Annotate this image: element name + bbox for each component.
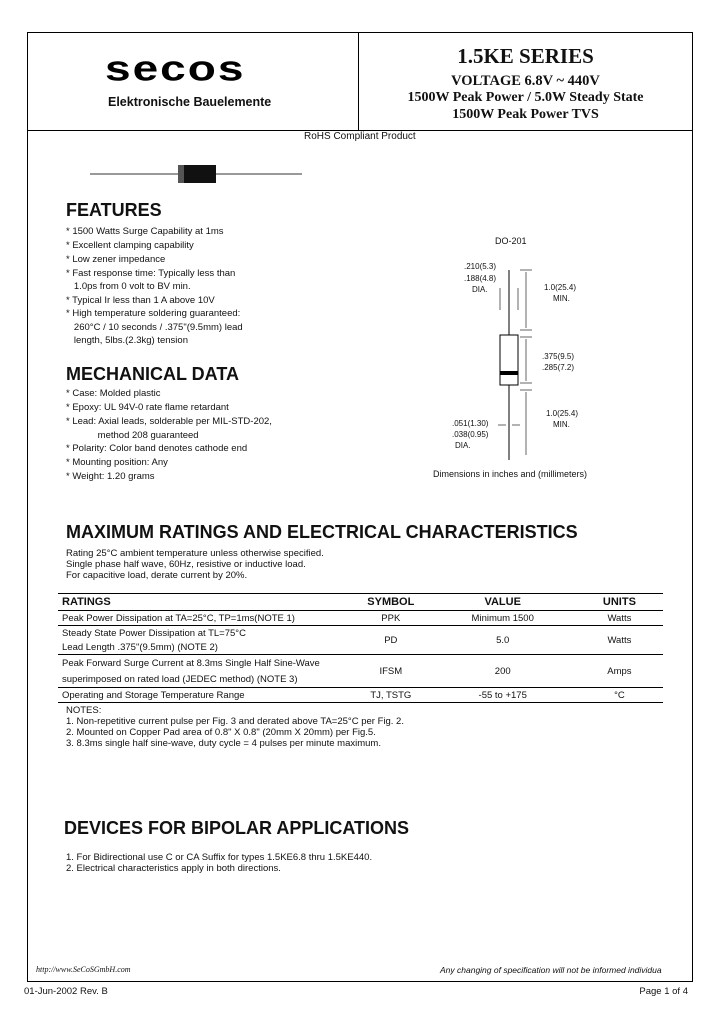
mechanical-line: * Polarity: Color band denotes cathode end (66, 443, 248, 454)
value-cell: 200 (430, 655, 576, 688)
condition-line: For capacitive load, derate current by 20%. (66, 570, 248, 581)
features-heading: FEATURES (66, 200, 162, 220)
rating-line-2: Lead Length .375"(9.5mm) (NOTE 2) (62, 641, 218, 653)
rating-line-2: superimposed on rated load (JEDEC method) (NOTE 3) (62, 673, 298, 685)
bipolar-line: 2. Electrical characteristics apply in both directions. (66, 863, 281, 874)
page-number: Page 1 of 4 (639, 986, 688, 997)
mechanical-line: * Mounting position: Any (66, 457, 168, 468)
package-name: DO-201 (495, 236, 527, 246)
bipolar-heading: DEVICES FOR BIPOLAR APPLICATIONS (64, 818, 410, 838)
symbol-cell: PD (352, 626, 430, 655)
table-row (58, 655, 663, 688)
table-header-row (58, 594, 663, 611)
rating-line-1: Peak Forward Surge Current at 8.3ms Single Half Sine-Wave (62, 657, 320, 669)
col-units: UNITS (576, 594, 663, 611)
unit-cell: °C (576, 688, 663, 703)
rating-line-1: Steady State Power Dissipation at TL=75°C (62, 627, 246, 639)
dim-lead-length-top: 1.0(25.4) (544, 283, 577, 292)
dim-lead-dia-min: .038(0.95) (452, 430, 489, 439)
logo: secos (105, 47, 246, 89)
rating-cell (58, 626, 352, 655)
dim-lead-length-bottom-min: MIN. (553, 420, 570, 429)
dim-lead-length-top-min: MIN. (553, 294, 570, 303)
value-cell: Minimum 1500 (430, 611, 576, 626)
revision-date: 01-Jun-2002 Rev. B (24, 986, 108, 997)
dim-lead-dia-max: .051(1.30) (452, 419, 489, 428)
dim-lead-length-bottom: 1.0(25.4) (546, 409, 579, 418)
table-row (58, 611, 663, 626)
note-line: 3. 8.3ms single half sine-wave, duty cycle = 4 pulses per minute maximum. (66, 738, 381, 749)
mechanical-heading: MECHANICAL DATA (66, 364, 239, 384)
dim-body-dia-label: DIA. (472, 285, 488, 294)
condition-line: Single phase half wave, 60Hz, resistive or inductive load. (66, 559, 306, 570)
dim-body-length-min: .285(7.2) (542, 363, 575, 372)
rating-cell: Operating and Storage Temperature Range (58, 688, 352, 703)
features-line: * Typical Ir less than 1 A above 10V (66, 295, 215, 306)
power-rating: 1500W Peak Power / 5.0W Steady State (407, 90, 644, 105)
features-line: * Excellent clamping capability (66, 240, 194, 251)
bipolar-line: 1. For Bidirectional use C or CA Suffix for types 1.5KE6.8 thru 1.5KE440. (66, 852, 373, 863)
unit-cell: Watts (576, 626, 663, 655)
tvs-rating: 1500W Peak Power TVS (452, 107, 599, 122)
symbol-cell: IFSM (352, 655, 430, 688)
table-row (58, 688, 663, 703)
note-line: 2. Mounted on Copper Pad area of 0.8" X 0.8" (20mm X 20mm) per Fig.5. (66, 727, 376, 738)
voltage-range: VOLTAGE 6.8V ~ 440V (451, 73, 600, 89)
mechanical-line: method 208 guaranteed (66, 430, 199, 441)
value-cell: -55 to +175 (430, 688, 576, 703)
table-row (58, 626, 663, 655)
col-symbol: SYMBOL (352, 594, 430, 611)
note-line: 1. Non-repetitive current pulse per Fig. 3 and derated above TA=25°C per Fig. 2. (66, 716, 404, 727)
notes-title: NOTES: (66, 705, 102, 716)
dimensions-caption: Dimensions in inches and (millimeters) (433, 469, 588, 479)
features-line: length, 5lbs.(2.3kg) tension (66, 335, 188, 346)
mechanical-line: * Epoxy: UL 94V-0 rate flame retardant (66, 402, 229, 413)
dim-body-dia-min: .188(4.8) (464, 274, 497, 283)
col-value: VALUE (430, 594, 576, 611)
rating-cell (58, 655, 352, 688)
mechanical-line: * Case: Molded plastic (66, 388, 161, 399)
condition-line: Rating 25°C ambient temperature unless otherwise specified. (66, 548, 324, 559)
symbol-cell: TJ, TSTG (352, 688, 430, 703)
diode-image (90, 162, 302, 186)
mechanical-line: * Weight: 1.20 grams (66, 471, 155, 482)
col-ratings: RATINGS (58, 594, 352, 611)
features-line: * Fast response time: Typically less than (66, 268, 236, 279)
series-title: 1.5KE SERIES (457, 44, 594, 68)
mechanical-line: * Lead: Axial leads, solderable per MIL-STD-202, (66, 416, 272, 427)
features-line: 260°C / 10 seconds / .375"(9.5mm) lead (66, 322, 243, 333)
ratings-table (58, 593, 663, 703)
features-line: * High temperature soldering guaranteed: (66, 308, 241, 319)
unit-cell: Amps (576, 655, 663, 688)
dim-body-length-max: .375(9.5) (542, 352, 575, 361)
dim-lead-dia-label: DIA. (455, 441, 471, 450)
dim-body-dia-max: .210(5.3) (464, 262, 497, 271)
max-ratings-heading: MAXIMUM RATINGS AND ELECTRICAL CHARACTERISTICS (66, 522, 578, 542)
features-line: * Low zener impedance (66, 254, 166, 265)
features-line: 1.0ps from 0 volt to BV min. (66, 281, 191, 292)
website-link[interactable]: http://www.SeCoSGmbH.com (36, 965, 131, 974)
rating-cell: Peak Power Dissipation at TA=25°C, TP=1ms(NOTE 1) (58, 611, 352, 626)
logo-subtitle: Elektronische Bauelemente (108, 95, 272, 109)
symbol-cell: PPK (352, 611, 430, 626)
value-cell: 5.0 (430, 626, 576, 655)
features-line: * 1500 Watts Surge Capability at 1ms (66, 226, 224, 237)
rohs-label: RoHS Compliant Product (304, 131, 416, 142)
spec-notice: Any changing of specification will not be informed individua (440, 965, 662, 975)
unit-cell: Watts (576, 611, 663, 626)
